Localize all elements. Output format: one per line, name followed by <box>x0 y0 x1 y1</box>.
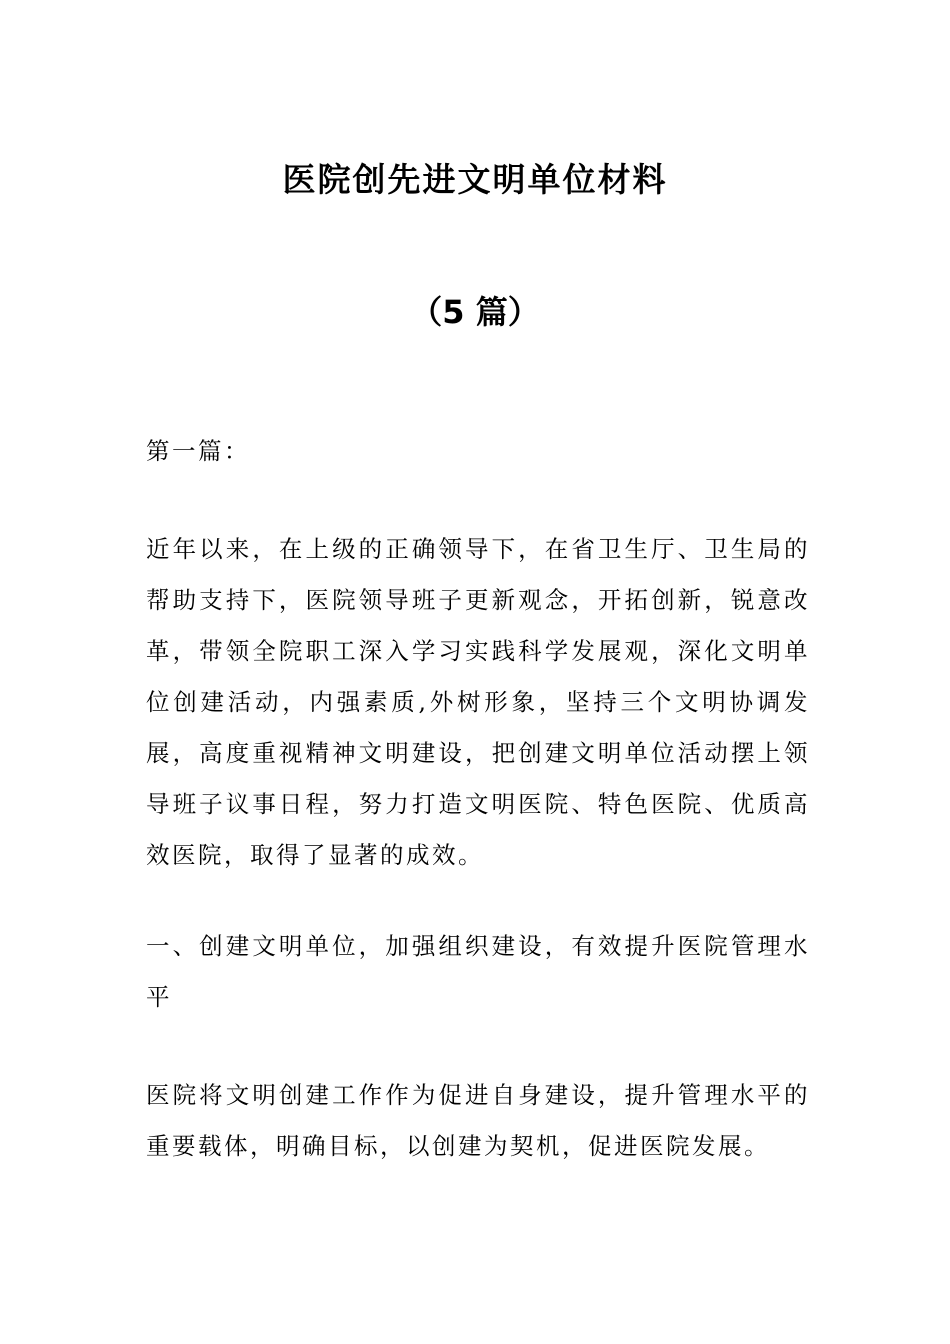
paragraph-intro: 近年以来，在上级的正确领导下，在省卫生厅、卫生局的帮助支持下，医院领导班子更新观念，开拓创新，锐意改革，带领全院职工深入学习实践科学发展观，深化文明单位创建活动，内强素质,外树形象，坚持三个文明协调发展，高度重视精神文明建设，把创建文明单位活动摆上领导班子议事日程，努力打造文明医院、特色医院、优质高效医院，取得了显著的成效。 <box>146 535 810 869</box>
section-label: 第一篇： <box>146 437 250 465</box>
paragraph-section-1: 医院将文明创建工作作为促进自身建设，提升管理水平的重要载体，明确目标，以创建为契机，促进医院发展。 <box>146 1081 810 1160</box>
document-title: 医院创先进文明单位材料 <box>282 160 668 199</box>
section-heading-1: 一、创建文明单位，加强组织建设，有效提升医院管理水平 <box>146 932 810 1011</box>
document-subtitle: （5 篇） <box>410 293 540 331</box>
